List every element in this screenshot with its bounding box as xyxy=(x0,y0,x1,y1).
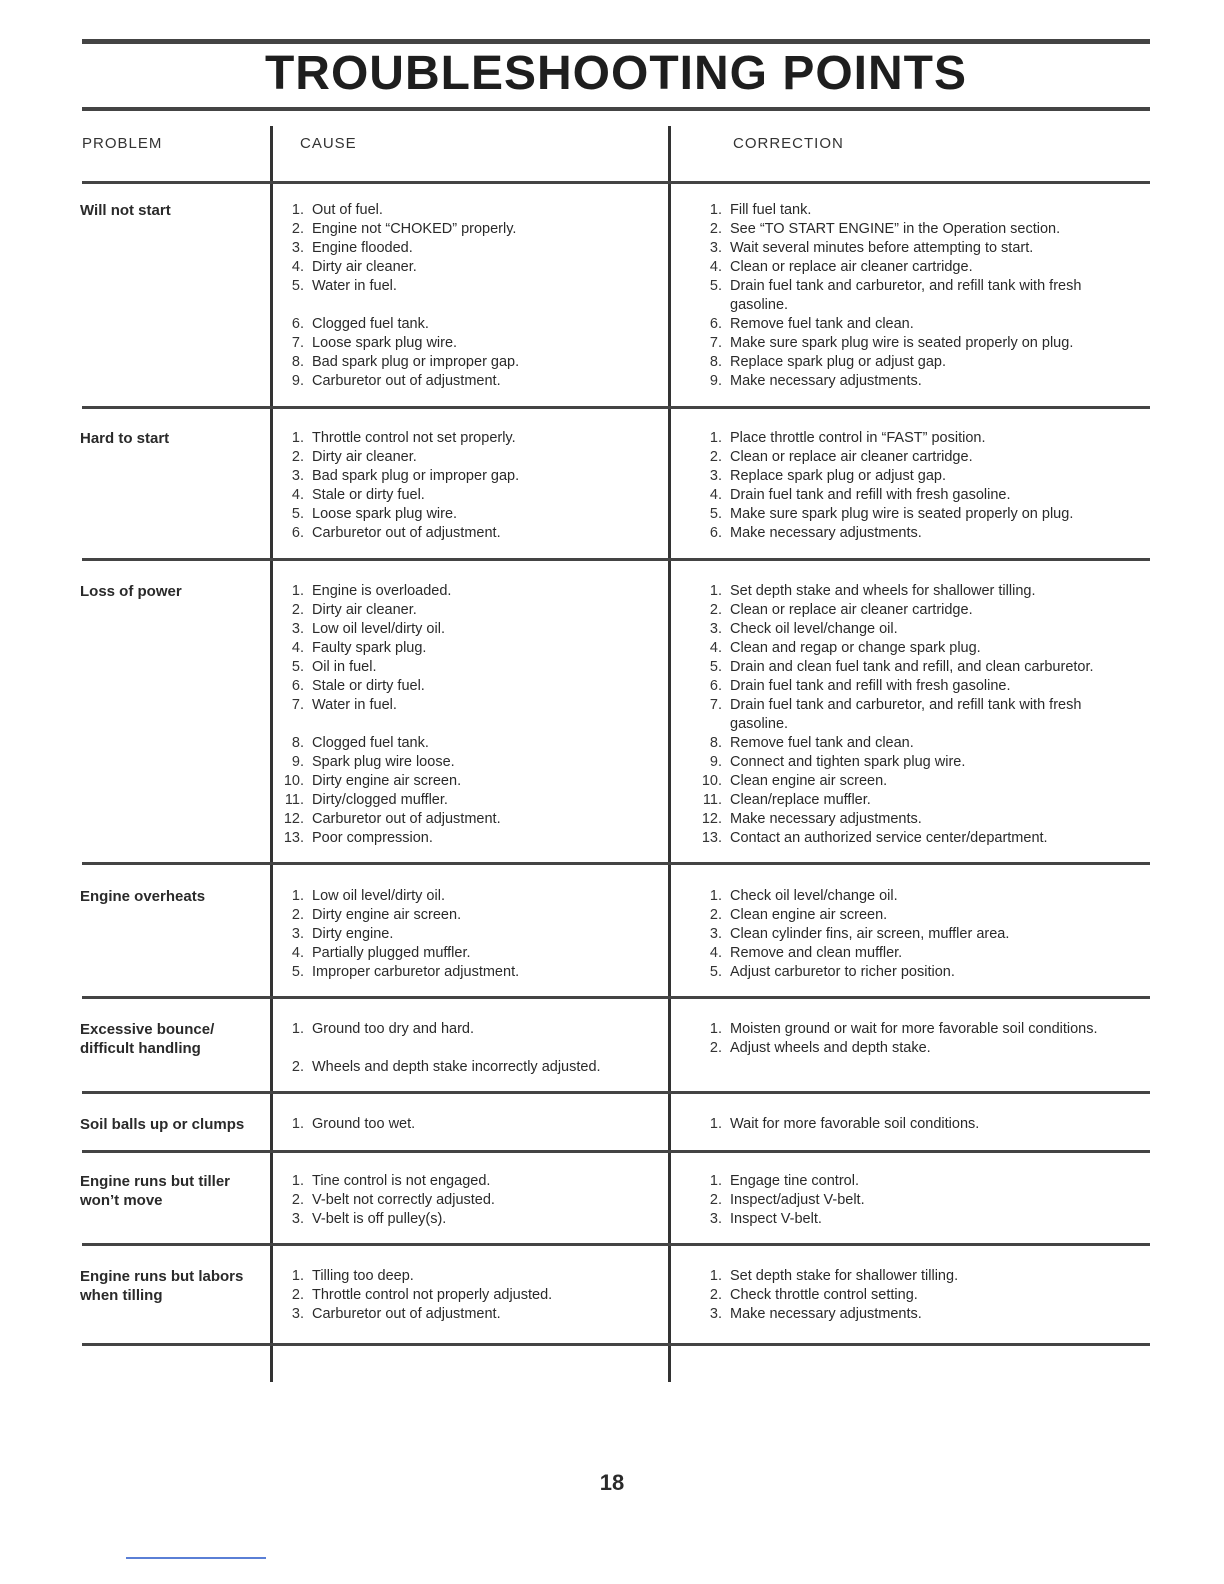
item-number: 1. xyxy=(709,888,722,904)
item-number: 2. xyxy=(709,449,722,465)
cause-list xyxy=(272,887,664,982)
item-text: Clean and regap or change spark plug. xyxy=(730,640,981,656)
correction-item xyxy=(690,906,1140,925)
item-number: 2. xyxy=(709,1040,722,1056)
item-number: 6. xyxy=(291,678,304,694)
correction-item xyxy=(690,696,1140,734)
item-text: Clogged fuel tank. xyxy=(312,316,429,332)
item-number: 5. xyxy=(709,964,722,980)
cause-item xyxy=(272,486,664,505)
cause-list xyxy=(272,1020,664,1077)
correction-item xyxy=(690,486,1140,505)
page-title: TROUBLESHOOTING POINTS xyxy=(264,47,967,100)
correction-list xyxy=(690,1172,1140,1229)
cause-item xyxy=(272,1172,664,1191)
problem-label: Will not start xyxy=(80,202,171,219)
item-text: Clean engine air screen. xyxy=(730,773,888,789)
top-rule xyxy=(82,39,1150,44)
item-text: Tine control is not engaged. xyxy=(312,1173,491,1189)
item-text: V-belt is off pulley(s). xyxy=(312,1211,447,1227)
item-text: Drain fuel tank and refill with fresh gasoline. xyxy=(730,487,1011,503)
item-text: Throttle control not set properly. xyxy=(312,430,516,446)
item-number: 7. xyxy=(291,335,304,351)
problem-label: Engine runs but tiller won’t move xyxy=(80,1173,231,1209)
cause-item xyxy=(272,734,664,753)
cause-item xyxy=(272,277,664,296)
item-number: 5. xyxy=(709,506,722,522)
correction-item xyxy=(690,1286,1140,1305)
item-number: 13. xyxy=(283,830,304,846)
cause-item xyxy=(272,753,664,772)
cause-list xyxy=(272,582,664,848)
item-number: 6. xyxy=(709,525,722,541)
item-number: 3. xyxy=(291,240,304,256)
item-number: 3. xyxy=(709,468,722,484)
item-text: Place throttle control in “FAST” position. xyxy=(730,430,986,446)
cause-item xyxy=(272,1305,664,1324)
item-text: Engine not “CHOKED” properly. xyxy=(312,221,517,237)
item-text: Engage tine control. xyxy=(730,1173,859,1189)
item-number: 12. xyxy=(283,811,304,827)
correction-item xyxy=(690,1267,1140,1286)
item-number: 9. xyxy=(709,754,722,770)
item-text: Drain fuel tank and carburetor, and refill tank with fresh gasoline. xyxy=(730,278,1082,313)
correction-item xyxy=(690,791,1140,810)
cause-item xyxy=(272,925,664,944)
correction-item xyxy=(690,829,1140,848)
cause-item xyxy=(272,658,664,677)
item-number: 1. xyxy=(291,202,304,218)
item-text: Clean/replace muffler. xyxy=(730,792,871,808)
item-number: 1. xyxy=(291,1021,304,1037)
item-text: Replace spark plug or adjust gap. xyxy=(730,354,947,370)
cause-item xyxy=(272,1191,664,1210)
correction-item xyxy=(690,944,1140,963)
item-text: Fill fuel tank. xyxy=(730,202,812,218)
row-separator xyxy=(82,1150,1150,1153)
row-separator xyxy=(82,558,1150,561)
cause-list xyxy=(272,201,664,391)
row-separator xyxy=(82,862,1150,865)
cause-item xyxy=(272,258,664,277)
item-text: Wheels and depth stake incorrectly adjusted. xyxy=(312,1059,601,1075)
item-number: 9. xyxy=(291,754,304,770)
correction-item xyxy=(690,1191,1140,1210)
item-number: 5. xyxy=(709,278,722,294)
item-text: Bad spark plug or improper gap. xyxy=(312,468,520,484)
item-text: Dirty air cleaner. xyxy=(312,449,417,465)
item-text: Make necessary adjustments. xyxy=(730,373,922,389)
item-text: Contact an authorized service center/department. xyxy=(730,830,1048,846)
item-number: 2. xyxy=(709,602,722,618)
item-number: 1. xyxy=(709,430,722,446)
item-number: 3. xyxy=(291,1306,304,1322)
item-number: 9. xyxy=(291,373,304,389)
correction-item xyxy=(690,963,1140,982)
correction-item xyxy=(690,810,1140,829)
item-number: 4. xyxy=(291,945,304,961)
correction-item xyxy=(690,372,1140,391)
column-header-problem: PROBLEM xyxy=(82,135,163,152)
problem-label: Engine runs but labors when tilling xyxy=(80,1268,244,1304)
correction-list xyxy=(690,887,1140,982)
item-text: Drain and clean fuel tank and refill, and clean carburetor. xyxy=(730,659,1094,675)
correction-list xyxy=(690,1020,1140,1058)
correction-item xyxy=(690,258,1140,277)
item-text: Loose spark plug wire. xyxy=(312,335,458,351)
item-number: 1. xyxy=(709,1116,722,1132)
item-text: Ground too dry and hard. xyxy=(312,1021,475,1037)
correction-item xyxy=(690,1172,1140,1191)
item-text: Throttle control not properly adjusted. xyxy=(312,1287,553,1303)
column-header-correction: CORRECTION xyxy=(733,135,844,152)
correction-item xyxy=(690,1020,1140,1039)
correction-item xyxy=(690,220,1140,239)
item-text: Loose spark plug wire. xyxy=(312,506,458,522)
item-text: Carburetor out of adjustment. xyxy=(312,525,501,541)
item-number: 2. xyxy=(291,602,304,618)
cause-item xyxy=(272,372,664,391)
item-number: 1. xyxy=(291,1173,304,1189)
item-text: Stale or dirty fuel. xyxy=(312,678,425,694)
item-number: 4. xyxy=(709,259,722,275)
cause-item xyxy=(272,239,664,258)
cause-item xyxy=(272,315,664,334)
item-number: 5. xyxy=(291,506,304,522)
item-number: 3. xyxy=(291,621,304,637)
item-number: 5. xyxy=(291,659,304,675)
item-number: 5. xyxy=(709,659,722,675)
cause-item xyxy=(272,467,664,486)
cause-list xyxy=(272,1172,664,1229)
cause-item xyxy=(272,505,664,524)
item-text: Remove and clean muffler. xyxy=(730,945,903,961)
cause-item xyxy=(272,887,664,906)
cause-item xyxy=(272,1020,664,1039)
item-text: Oil in fuel. xyxy=(312,659,377,675)
item-text: Remove fuel tank and clean. xyxy=(730,316,914,332)
item-number: 2. xyxy=(709,1287,722,1303)
correction-item xyxy=(690,601,1140,620)
item-text: Low oil level/dirty oil. xyxy=(312,621,445,637)
cause-item xyxy=(272,1115,664,1134)
item-number: 1. xyxy=(291,430,304,446)
cause-item xyxy=(272,448,664,467)
cause-item xyxy=(272,677,664,696)
item-text: Dirty/clogged muffler. xyxy=(312,792,448,808)
item-number: 1. xyxy=(709,202,722,218)
item-number: 6. xyxy=(291,316,304,332)
item-number: 4. xyxy=(291,259,304,275)
cause-item xyxy=(272,944,664,963)
item-number: 5. xyxy=(291,278,304,294)
item-text: Dirty engine air screen. xyxy=(312,907,462,923)
item-number: 8. xyxy=(709,735,722,751)
item-text: Wait for more favorable soil conditions. xyxy=(730,1116,980,1132)
cause-item xyxy=(272,639,664,658)
correction-item xyxy=(690,334,1140,353)
item-number: 2. xyxy=(291,1287,304,1303)
correction-item xyxy=(690,429,1140,448)
item-text: Water in fuel. xyxy=(312,697,397,713)
cause-list xyxy=(272,429,664,543)
cause-item xyxy=(272,772,664,791)
row-separator xyxy=(82,1243,1150,1246)
cause-item xyxy=(272,429,664,448)
item-number: 6. xyxy=(291,525,304,541)
item-text: Out of fuel. xyxy=(312,202,383,218)
correction-item xyxy=(690,620,1140,639)
cause-item xyxy=(272,1058,664,1077)
column-header-cause: CAUSE xyxy=(300,135,357,152)
item-number: 10. xyxy=(701,773,722,789)
correction-list xyxy=(690,582,1140,848)
item-text: Carburetor out of adjustment. xyxy=(312,1306,501,1322)
item-number: 3. xyxy=(709,621,722,637)
item-text: Wait several minutes before attempting to start. xyxy=(730,240,1034,256)
correction-item xyxy=(690,524,1140,543)
correction-item xyxy=(690,505,1140,524)
item-text: Spark plug wire loose. xyxy=(312,754,455,770)
item-number: 1. xyxy=(291,1268,304,1284)
item-text: Set depth stake and wheels for shallower tilling. xyxy=(730,583,1036,599)
item-text: Clean engine air screen. xyxy=(730,907,888,923)
item-number: 7. xyxy=(291,697,304,713)
cause-item xyxy=(272,620,664,639)
row-separator xyxy=(82,406,1150,409)
item-text: Make sure spark plug wire is seated properly on plug. xyxy=(730,506,1074,522)
problem-label: Excessive bounce/ difficult handling xyxy=(80,1021,215,1057)
item-number: 1. xyxy=(291,1116,304,1132)
item-text: Clean cylinder fins, air screen, muffler area. xyxy=(730,926,1010,942)
cause-item xyxy=(272,220,664,239)
item-number: 8. xyxy=(709,354,722,370)
item-number: 1. xyxy=(291,888,304,904)
item-number: 3. xyxy=(709,240,722,256)
correction-item xyxy=(690,315,1140,334)
item-text: Adjust wheels and depth stake. xyxy=(730,1040,931,1056)
item-text: Adjust carburetor to richer position. xyxy=(730,964,955,980)
problem-label: Soil balls up or clumps xyxy=(80,1116,245,1133)
item-number: 9. xyxy=(709,373,722,389)
correction-item xyxy=(690,239,1140,258)
correction-item xyxy=(690,1210,1140,1229)
item-text: Inspect/adjust V-belt. xyxy=(730,1192,865,1208)
item-text: Clean or replace air cleaner cartridge. xyxy=(730,259,973,275)
item-number: 3. xyxy=(709,1211,722,1227)
row-separator xyxy=(82,1343,1150,1346)
item-text: Clean or replace air cleaner cartridge. xyxy=(730,449,973,465)
item-number: 4. xyxy=(709,487,722,503)
cause-item xyxy=(272,829,664,848)
item-number: 8. xyxy=(291,735,304,751)
item-text: Dirty air cleaner. xyxy=(312,259,417,275)
problem-label: Loss of power xyxy=(80,583,182,600)
cause-item xyxy=(272,353,664,372)
item-text: Low oil level/dirty oil. xyxy=(312,888,445,904)
cause-item xyxy=(272,696,664,715)
item-number: 3. xyxy=(291,926,304,942)
item-number: 1. xyxy=(709,1173,722,1189)
item-text: Improper carburetor adjustment. xyxy=(312,964,520,980)
correction-item xyxy=(690,353,1140,372)
item-number: 1. xyxy=(709,583,722,599)
item-number: 10. xyxy=(283,773,304,789)
correction-item xyxy=(690,277,1140,315)
title-rule xyxy=(82,107,1150,111)
item-text: Water in fuel. xyxy=(312,278,397,294)
correction-list xyxy=(690,201,1140,391)
cause-item xyxy=(272,524,664,543)
problem-label: Hard to start xyxy=(80,430,170,447)
item-number: 3. xyxy=(291,1211,304,1227)
item-number: 2. xyxy=(709,907,722,923)
item-text: Check throttle control setting. xyxy=(730,1287,918,1303)
correction-list xyxy=(690,429,1140,543)
item-text: V-belt not correctly adjusted. xyxy=(312,1192,495,1208)
item-text: Check oil level/change oil. xyxy=(730,621,898,637)
correction-item xyxy=(690,1039,1140,1058)
row-separator xyxy=(82,181,1150,184)
item-text: See “TO START ENGINE” in the Operation section. xyxy=(730,221,1061,237)
cause-item xyxy=(272,582,664,601)
item-text: Clean or replace air cleaner cartridge. xyxy=(730,602,973,618)
row-separator xyxy=(82,1091,1150,1094)
item-number: 12. xyxy=(701,811,722,827)
item-number: 3. xyxy=(709,1306,722,1322)
correction-item xyxy=(690,925,1140,944)
column-divider xyxy=(668,126,671,1382)
item-text: Check oil level/change oil. xyxy=(730,888,898,904)
item-text: Make necessary adjustments. xyxy=(730,525,922,541)
correction-item xyxy=(690,887,1140,906)
item-text: Dirty air cleaner. xyxy=(312,602,417,618)
correction-item xyxy=(690,467,1140,486)
item-text: Partially plugged muffler. xyxy=(312,945,471,961)
item-number: 2. xyxy=(291,449,304,465)
correction-item xyxy=(690,753,1140,772)
correction-item xyxy=(690,1115,1140,1134)
item-number: 11. xyxy=(284,792,304,808)
item-text: Replace spark plug or adjust gap. xyxy=(730,468,947,484)
cause-item xyxy=(272,1267,664,1286)
correction-item xyxy=(690,658,1140,677)
cause-item xyxy=(272,906,664,925)
item-text: Faulty spark plug. xyxy=(312,640,427,656)
correction-item xyxy=(690,734,1140,753)
item-number: 6. xyxy=(709,678,722,694)
item-number: 5. xyxy=(291,964,304,980)
correction-item xyxy=(690,448,1140,467)
item-number: 4. xyxy=(709,945,722,961)
item-number: 2. xyxy=(291,1059,304,1075)
item-number: 11. xyxy=(702,792,722,808)
correction-item xyxy=(690,677,1140,696)
item-text: Drain fuel tank and refill with fresh gasoline. xyxy=(730,678,1011,694)
cause-item xyxy=(272,601,664,620)
item-number: 6. xyxy=(709,316,722,332)
item-text: Set depth stake for shallower tilling. xyxy=(730,1268,959,1284)
item-number: 2. xyxy=(291,907,304,923)
item-number: 2. xyxy=(709,221,722,237)
item-number: 1. xyxy=(291,583,304,599)
correction-list xyxy=(690,1115,1140,1134)
item-number: 3. xyxy=(709,926,722,942)
item-number: 7. xyxy=(709,697,722,713)
cause-list xyxy=(272,1267,664,1324)
cause-item xyxy=(272,1210,664,1229)
item-text: Remove fuel tank and clean. xyxy=(730,735,914,751)
item-text: Make necessary adjustments. xyxy=(730,1306,922,1322)
item-text: Connect and tighten spark plug wire. xyxy=(730,754,966,770)
item-text: Inspect V-belt. xyxy=(730,1211,822,1227)
correction-list xyxy=(690,1267,1140,1324)
item-number: 4. xyxy=(709,640,722,656)
item-number: 4. xyxy=(291,487,304,503)
cause-item xyxy=(272,334,664,353)
item-number: 13. xyxy=(701,830,722,846)
item-text: Make necessary adjustments. xyxy=(730,811,922,827)
cause-list xyxy=(272,1115,664,1134)
correction-item xyxy=(690,582,1140,601)
item-text: Tilling too deep. xyxy=(312,1268,414,1284)
item-text: Carburetor out of adjustment. xyxy=(312,811,501,827)
correction-item xyxy=(690,201,1140,220)
item-text: Poor compression. xyxy=(312,830,433,846)
problem-label: Engine overheats xyxy=(80,888,206,905)
item-number: 2. xyxy=(291,1192,304,1208)
footer-line xyxy=(126,1557,266,1559)
cause-item xyxy=(272,791,664,810)
cause-item xyxy=(272,201,664,220)
page-number: 18 xyxy=(599,1470,625,1495)
cause-item xyxy=(272,963,664,982)
item-number: 8. xyxy=(291,354,304,370)
item-text: Engine flooded. xyxy=(312,240,413,256)
cause-item xyxy=(272,810,664,829)
item-text: Drain fuel tank and carburetor, and refill tank with fresh gasoline. xyxy=(730,697,1082,732)
item-number: 7. xyxy=(709,335,722,351)
item-text: Moisten ground or wait for more favorable soil conditions. xyxy=(730,1021,1098,1037)
item-text: Stale or dirty fuel. xyxy=(312,487,425,503)
item-number: 1. xyxy=(709,1021,722,1037)
correction-item xyxy=(690,772,1140,791)
item-text: Dirty engine. xyxy=(312,926,394,942)
item-text: Clogged fuel tank. xyxy=(312,735,429,751)
row-separator xyxy=(82,996,1150,999)
item-number: 3. xyxy=(291,468,304,484)
correction-item xyxy=(690,1305,1140,1324)
correction-item xyxy=(690,639,1140,658)
item-number: 1. xyxy=(709,1268,722,1284)
item-text: Carburetor out of adjustment. xyxy=(312,373,501,389)
item-number: 2. xyxy=(291,221,304,237)
item-text: Dirty engine air screen. xyxy=(312,773,462,789)
item-text: Bad spark plug or improper gap. xyxy=(312,354,520,370)
item-number: 2. xyxy=(709,1192,722,1208)
item-text: Make sure spark plug wire is seated properly on plug. xyxy=(730,335,1074,351)
item-text: Ground too wet. xyxy=(312,1116,416,1132)
item-number: 4. xyxy=(291,640,304,656)
item-text: Engine is overloaded. xyxy=(312,583,452,599)
cause-item xyxy=(272,1286,664,1305)
